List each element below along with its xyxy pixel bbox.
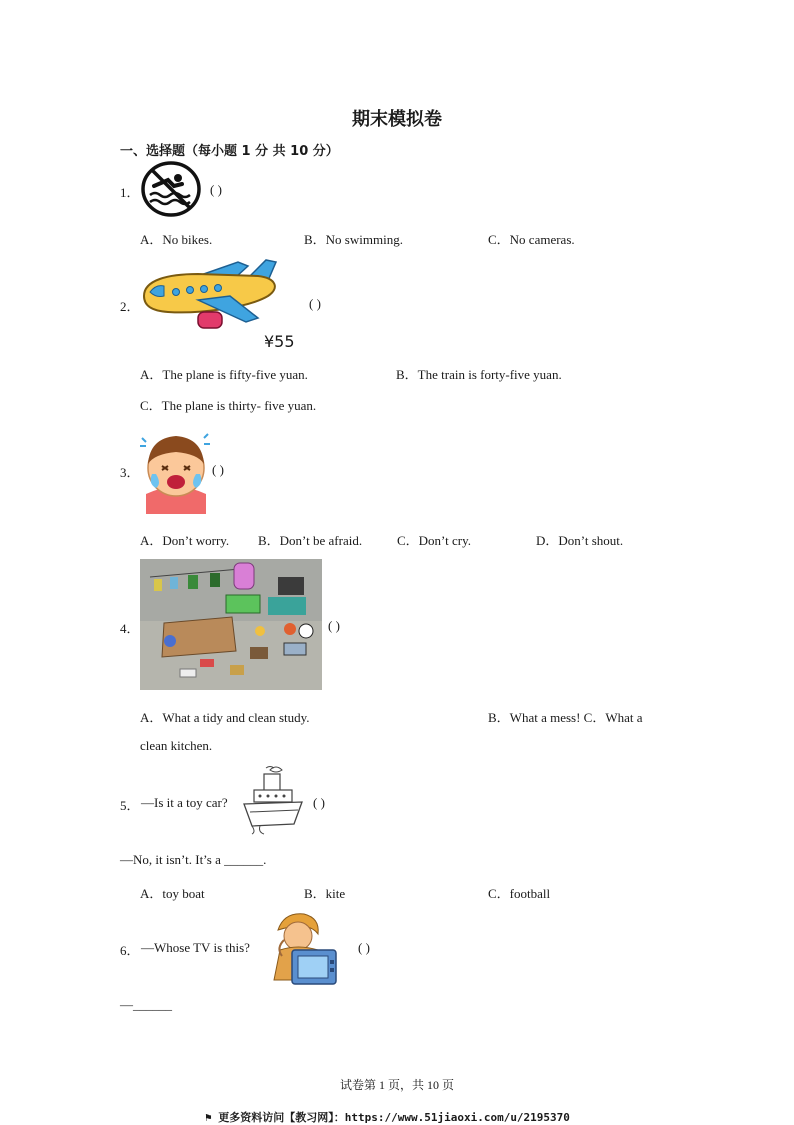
- q3-option-c: C．Don’t cry.: [397, 533, 472, 548]
- toy-boat-icon: [240, 764, 306, 836]
- page-footer: 试卷第 1 页，共 10 页: [339, 1078, 454, 1092]
- question-1-number: 1．: [120, 185, 140, 200]
- q4-option-a: A．What a tidy and clean study.: [140, 710, 310, 725]
- q5-option-c: C．football: [488, 886, 551, 901]
- no-swimming-sign-icon: [140, 160, 202, 218]
- q4-option-c-continued: clean kitchen.: [140, 738, 213, 753]
- q3-option-d: D．Don’t shout.: [536, 533, 624, 548]
- question-5-prompt: —Is it a toy car?: [141, 795, 228, 810]
- q4-option-b-c: B．What a mess! C．What a: [488, 710, 643, 725]
- question-6-answer-line: —______: [120, 997, 172, 1012]
- q3-option-b: B．Don’t be afraid.: [258, 533, 363, 548]
- question-5-number: 5．: [120, 798, 140, 813]
- question-6-blank: ( ): [358, 940, 370, 955]
- resource-link[interactable]: [205, 1109, 570, 1125]
- q1-option-a: A．No bikes.: [140, 232, 213, 247]
- q5-option-a: A．toy boat: [140, 886, 205, 901]
- question-4-blank: ( ): [328, 618, 340, 633]
- question-1-blank: ( ): [210, 182, 222, 197]
- question-5-blank: ( ): [313, 795, 325, 810]
- question-2-blank: ( ): [309, 296, 321, 311]
- question-5-answer-line: —No, it isn’t. It’s a ______.: [120, 852, 267, 867]
- section-heading: 一、选择题（每小题 1 分 共 10 分）: [120, 144, 339, 159]
- resource-link-text: 更多资料访问【教习网】：https://www.51jiaoxi.com/u/2195370: [218, 1111, 570, 1124]
- q1-option-c: C．No cameras.: [488, 232, 575, 247]
- q3-option-a: A．Don’t worry.: [140, 533, 230, 548]
- question-2-number: 2．: [120, 299, 140, 314]
- question-3-blank: ( ): [212, 462, 224, 477]
- airplane-icon: [138, 256, 283, 334]
- question-3-number: 3．: [120, 465, 140, 480]
- question-6-number: 6．: [120, 943, 140, 958]
- q5-option-b: B．kite: [304, 886, 346, 901]
- q1-option-b: B．No swimming.: [304, 232, 403, 247]
- question-4-number: 4．: [120, 621, 140, 636]
- q2-option-c: C．The plane is thirty- five yuan.: [140, 398, 317, 413]
- q2-option-b: B．The train is forty-five yuan.: [396, 367, 562, 382]
- question-6-prompt: —Whose TV is this?: [141, 940, 250, 955]
- crying-boy-icon: [138, 424, 214, 514]
- q2-option-a: A．The plane is fifty-five yuan.: [140, 367, 308, 382]
- flag-icon: ⚑: [205, 1111, 212, 1124]
- price-tag: ¥55: [264, 332, 295, 351]
- messy-room-icon: [140, 559, 322, 690]
- boy-with-tv-icon: [264, 910, 340, 988]
- page-title: 期末模拟卷: [352, 109, 442, 129]
